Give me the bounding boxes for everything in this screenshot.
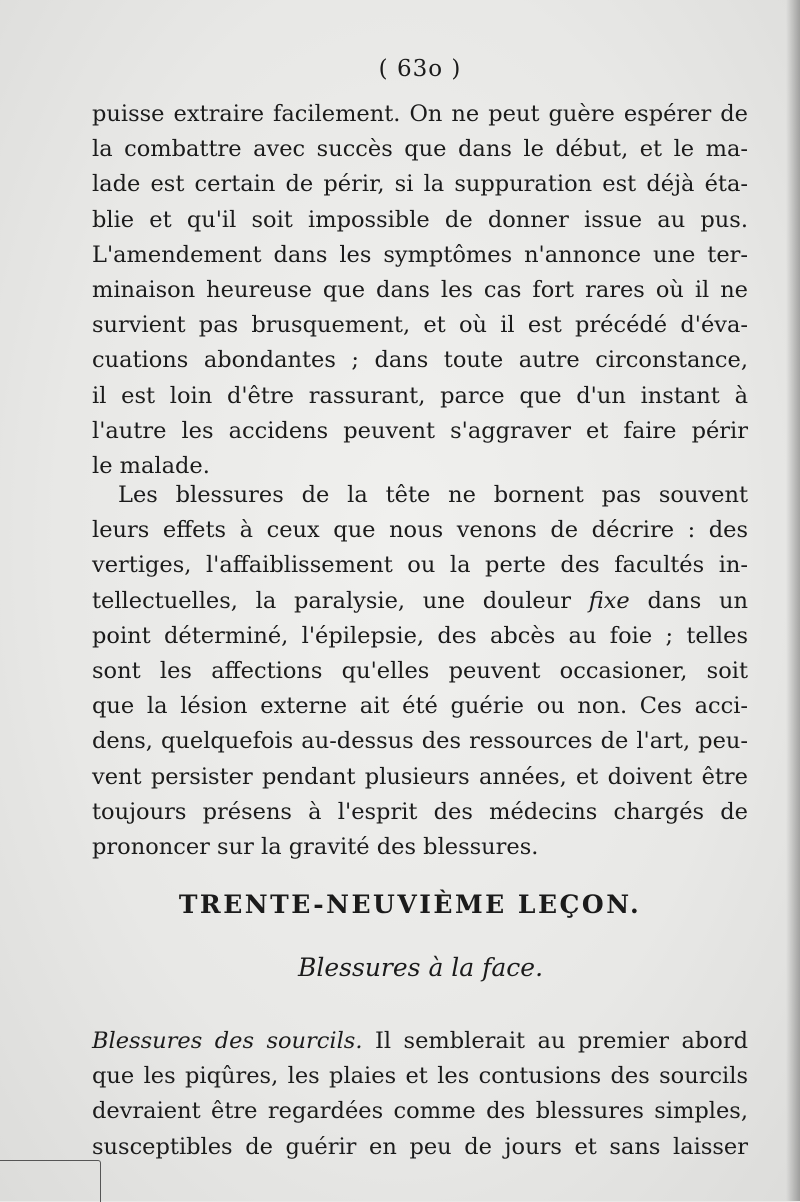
paragraph-line: le malade. (92, 452, 210, 479)
paragraph-line: que les piqûres, les plaies et les contusions des sourcils (92, 1063, 748, 1090)
paragraph-line: que la lésion externe ait été guérie ou non. Ces acci- (92, 693, 748, 720)
paragraph-line: vertiges, l'affaiblissement ou la perte des facultés in- (92, 552, 748, 579)
section-subheading: Blessures à la face. (298, 953, 544, 982)
paragraph-line: puisse extraire facilement. On ne peut guère espérer de (92, 101, 748, 127)
paragraph-line: Les blessures de la tête ne bornent pas souvent (118, 482, 748, 508)
paragraph-line-mixed (92, 1024, 748, 1059)
paragraph-line: survient pas brusquement, et où il est précédé d'éva- (92, 312, 748, 339)
paragraph-line: il est loin d'être rassurant, parce que d'un instant à (92, 382, 748, 409)
paragraph-line: susceptibles de guérir en peu de jours et sans laisser (92, 1133, 748, 1160)
paragraph-line: L'amendement dans les symptômes n'annonce une ter- (92, 241, 748, 268)
paragraph-2 (92, 478, 748, 865)
paragraph-line: devraient être regardées comme des blessures simples, (92, 1098, 748, 1125)
paragraph-line: toujours présens à l'esprit des médecins chargés de (92, 798, 748, 825)
paragraph-line: cuations abondantes ; dans toute autre circonstance, (92, 347, 748, 374)
paragraph-line: blie et qu'il soit impossible de donner issue au pus. (92, 206, 748, 233)
text-segment: dans un (647, 587, 748, 614)
paragraph-line: la combattre avec succès que dans le début, et le ma- (92, 136, 748, 163)
paragraph-line: lade est certain de périr, si la suppuration est déjà éta- (92, 171, 748, 198)
paragraph-3 (92, 1024, 748, 1165)
chapter-heading: TRENTE-NEUVIÈME LEÇON. (178, 890, 642, 919)
paragraph-line: minaison heureuse que dans les cas fort rares où il ne (92, 276, 748, 303)
corner-mark (0, 1160, 101, 1202)
paragraph-line: leurs effets à ceux que nous venons de décrire : des (92, 517, 748, 544)
paragraph-line: dens, quelquefois au-dessus des ressources de l'art, peu- (92, 728, 748, 755)
text-segment: tellectuelles, la paralysie, une douleur (92, 587, 571, 614)
paragraph-line: point déterminé, l'épilepsie, des abcès au foie ; telles (92, 622, 748, 649)
paragraph-1 (92, 97, 748, 484)
italic-word: fixe (588, 587, 630, 614)
paragraph-line-mixed (92, 584, 748, 619)
paragraph-line: l'autre les accidens peuvent s'aggraver et faire périr (92, 417, 748, 444)
page-edge-shadow (786, 0, 800, 1201)
paragraph-line: vent persister pendant plusieurs années, et doivent être (92, 763, 748, 790)
page-number: ( 63o ) (378, 56, 462, 82)
paragraph-line: prononcer sur la gravité des blessures. (92, 833, 539, 860)
italic-lead: Blessures des sourcils. (92, 1028, 363, 1054)
paragraph-line: sont les affections qu'elles peuvent occasioner, soit (92, 657, 748, 684)
text-segment: Il semblerait au premier abord (374, 1028, 748, 1054)
